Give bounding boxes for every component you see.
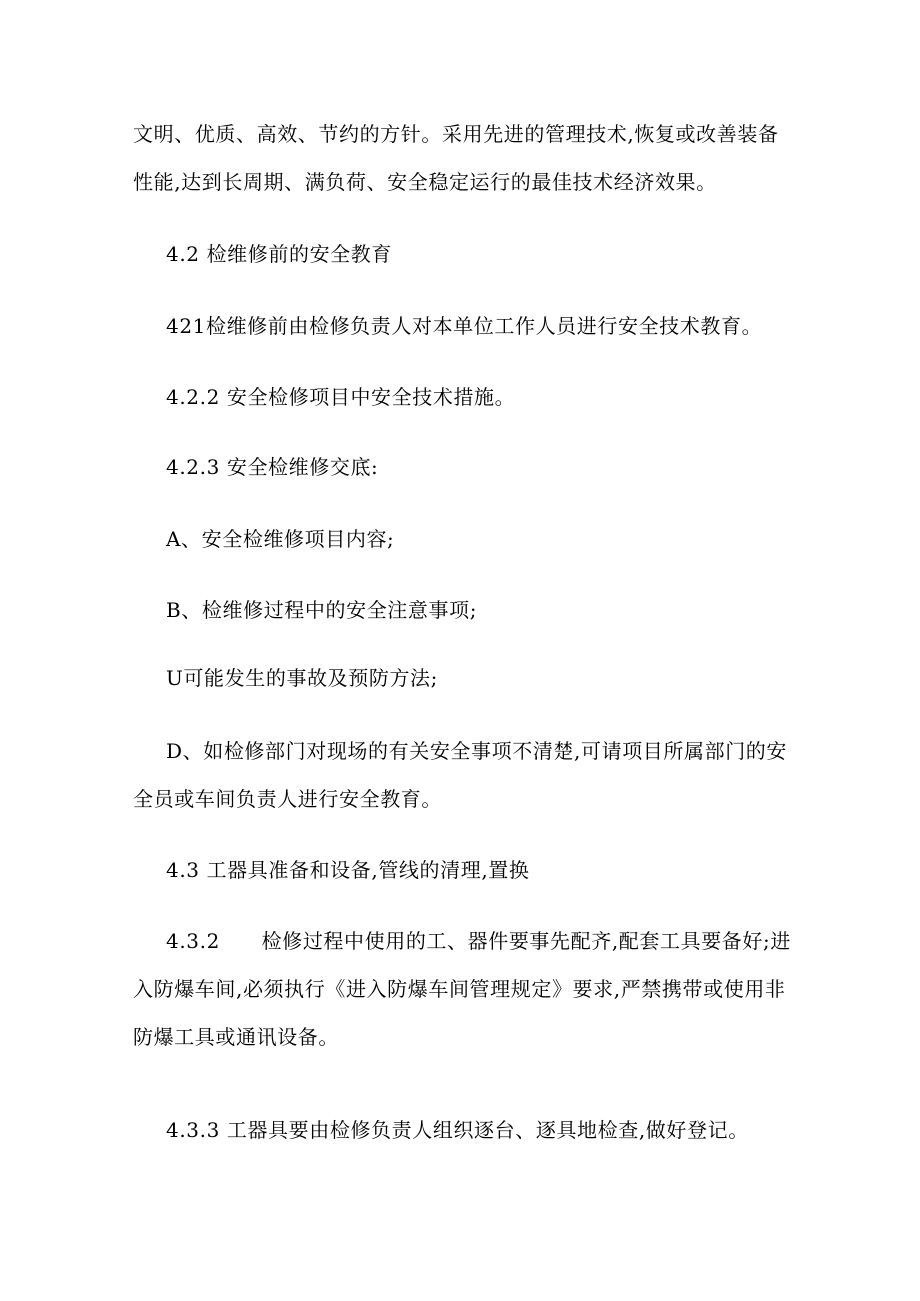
list-item-b: B、检维修过程中的安全注意事项;: [166, 598, 478, 622]
list-item-d: D、如检修部门对现场的有关安全事项不清楚,可请项目所属部门的安全员或车间负责人进行安全教育。: [133, 739, 787, 811]
section-heading-4-2: 4.2 检维修前的安全教育: [166, 242, 392, 266]
clause-4-3-3: 4.3.3 工器具要由检修负责人组织逐台、逐具地检查,做好登记。: [166, 1118, 749, 1142]
clause-4-3-2: 4.3.2 检修过程中使用的工、器件要事先配齐,配套工具要备好;进入防爆车间,必须执行《进入防爆车间管理规定》要求,严禁携带或使用非防爆工具或通讯设备。: [133, 929, 791, 1049]
paragraph-policy-continuation: 文明、优质、高效、节约的方针。采用先进的管理技术,恢复或改善装备性能,达到长周期、满负荷、安全稳定运行的最佳技术经济效果。: [133, 122, 779, 194]
section-heading-4-3: 4.3 工器具准备和设备,管线的清理,置换: [166, 858, 530, 882]
clause-4-2-3: 4.2.3 安全检维修交底:: [166, 455, 379, 479]
clause-4-2-1: 421检维修前由检修负责人对本单位工作人员进行安全技术教育。: [166, 314, 763, 338]
list-item-c: U可能发生的事故及预防方法;: [166, 666, 438, 690]
list-item-a: A、安全检维修项目内容;: [166, 527, 395, 551]
clause-4-2-2: 4.2.2 安全检修项目中安全技术措施。: [166, 385, 516, 409]
